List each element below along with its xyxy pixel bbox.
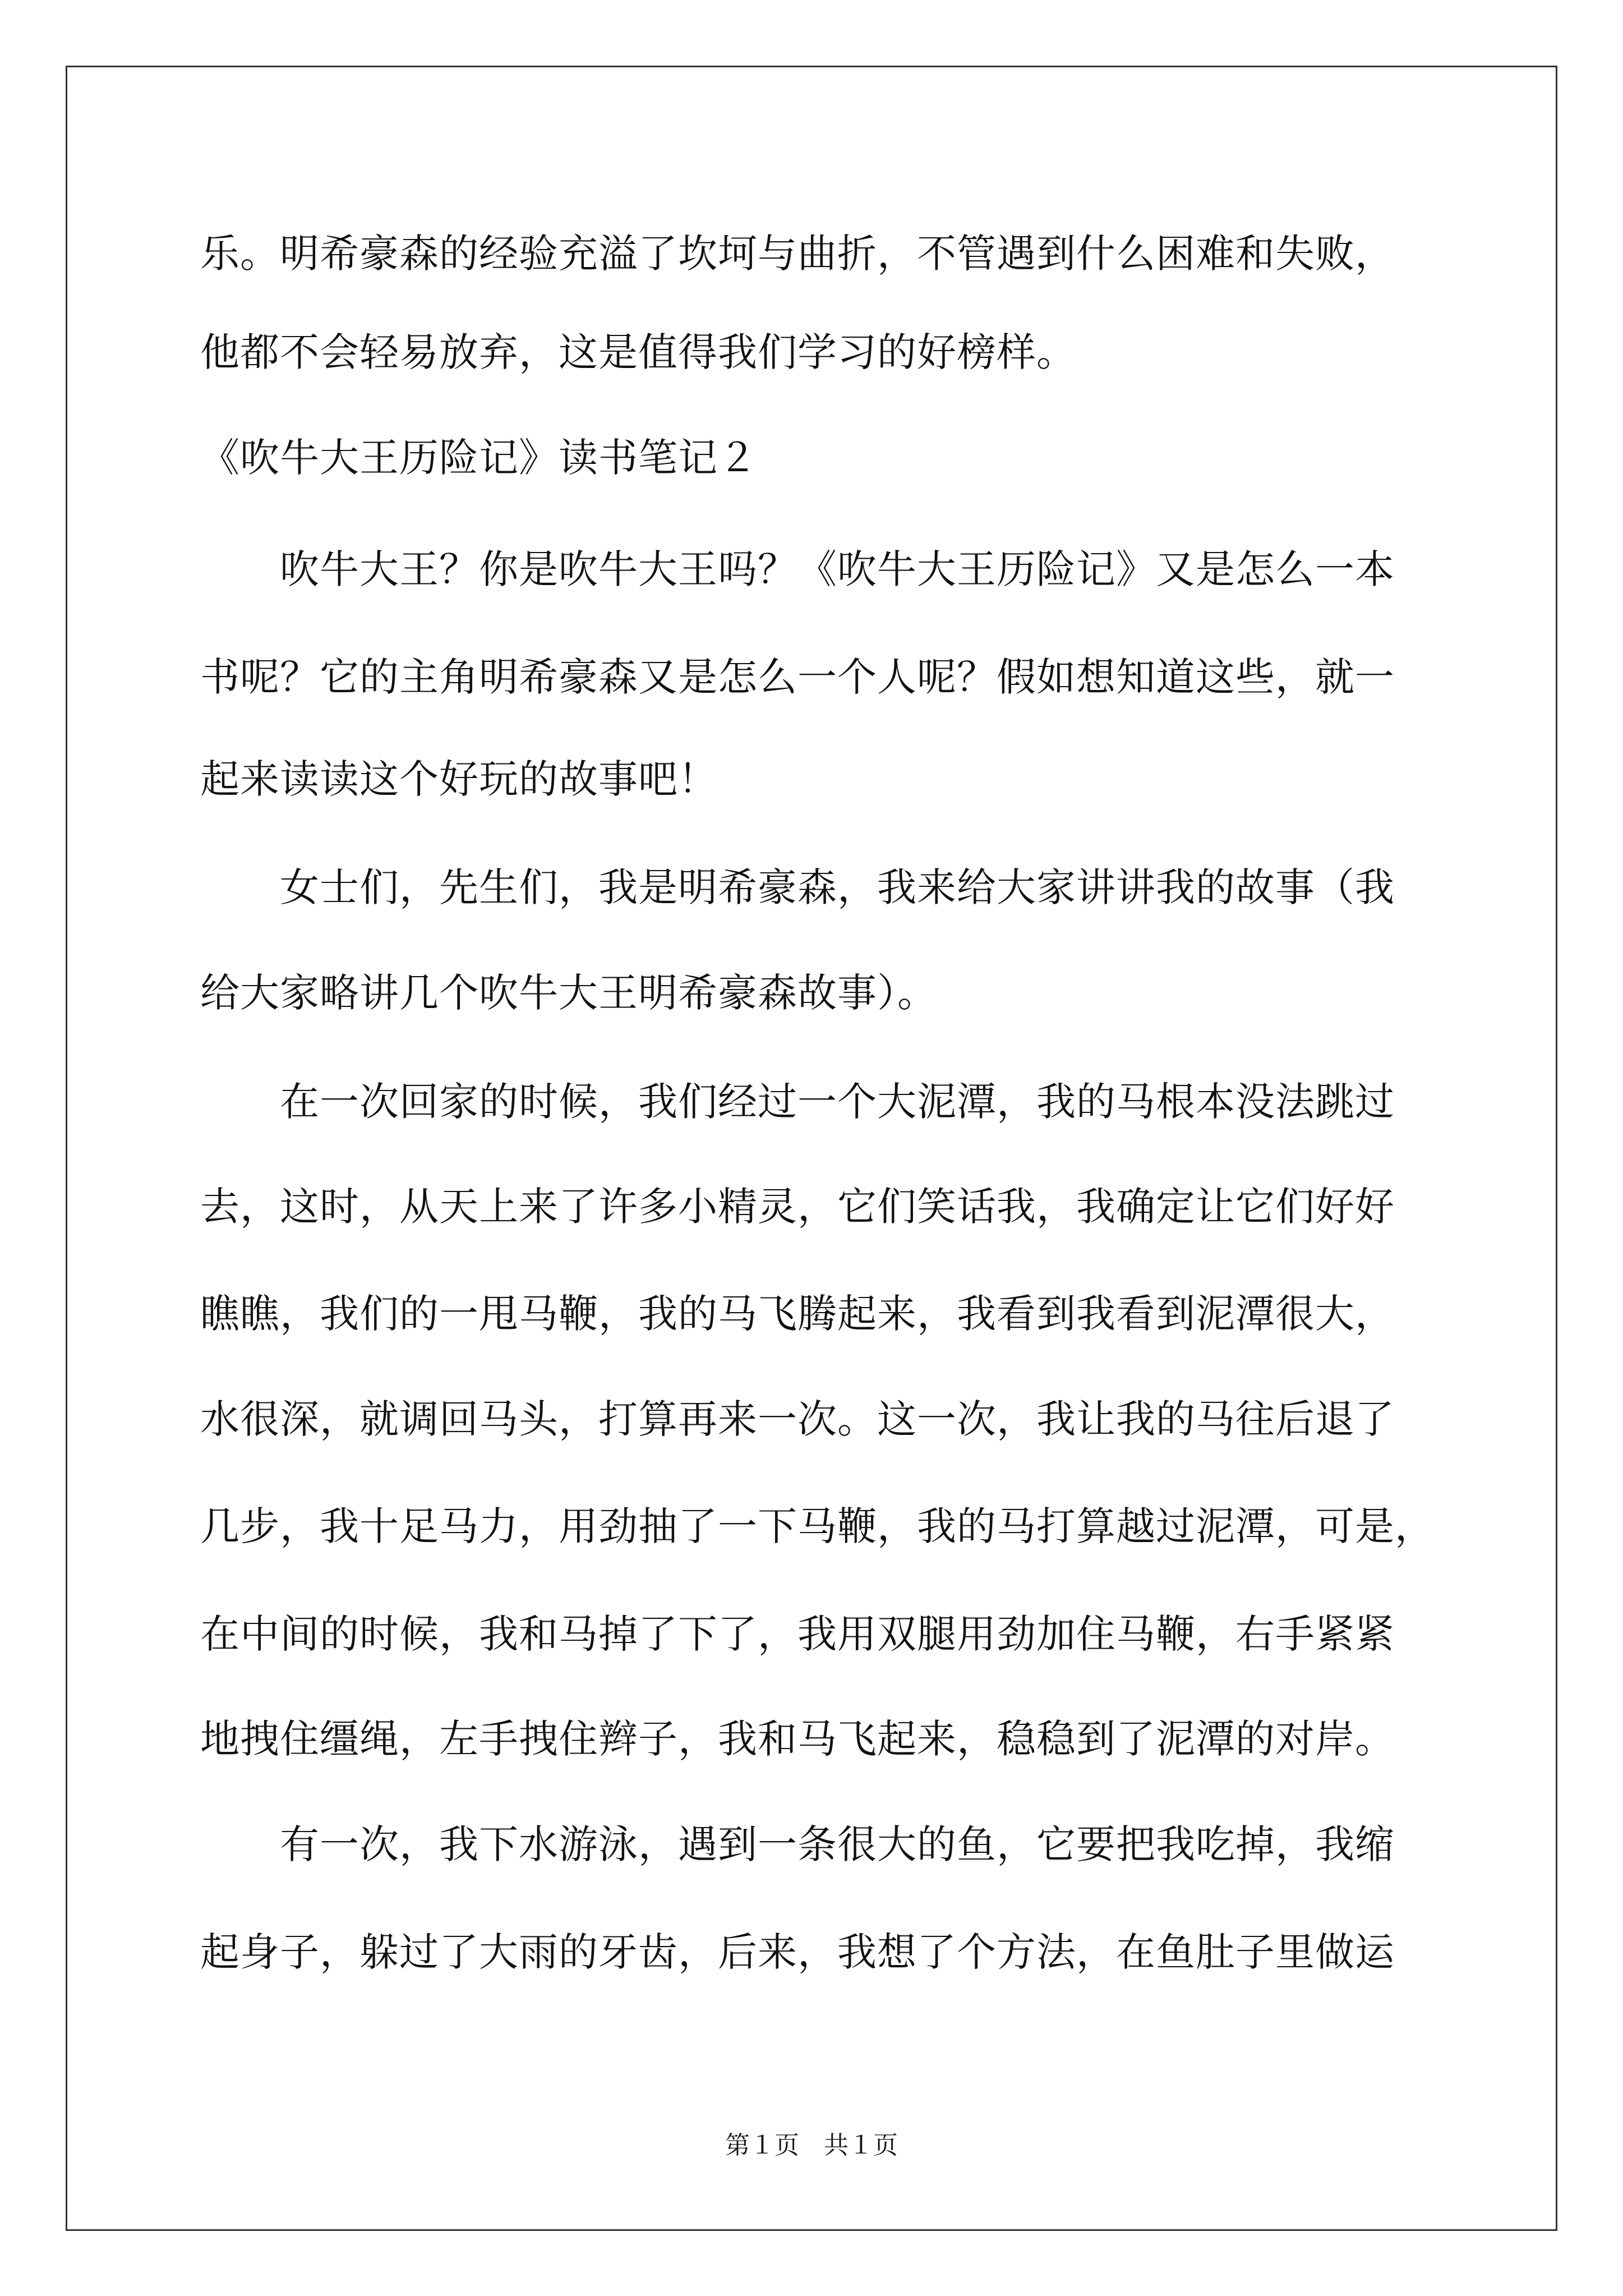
text-line: 有一次，我下水游泳，遇到一条很大的鱼，它要把我吃掉，我缩 — [200, 1821, 1395, 1867]
text-line: 在一次回家的时候，我们经过一个大泥潭，我的马根本没法跳过 — [200, 1079, 1395, 1125]
text-line: 吹牛大王？你是吹牛大王吗？《吹牛大王历险记》又是怎么一本 — [200, 546, 1395, 592]
text-line: 几步，我十足马力，用劲抽了一下马鞭，我的马打算越过泥潭，可是， — [200, 1503, 1435, 1549]
text-line: 在中间的时候，我和马掉了下了，我用双腿用劲加住马鞭，右手紧紧 — [200, 1611, 1395, 1657]
text-line: 乐。明希豪森的经验充溢了坎坷与曲折，不管遇到什么困难和失败， — [200, 231, 1395, 277]
text-line: 起身子，躲过了大雨的牙齿，后来，我想了个方法，在鱼肚子里做运 — [200, 1929, 1395, 1975]
text-line: 去，这时，从天上来了许多小精灵，它们笑话我，我确定让它们好好 — [200, 1184, 1395, 1230]
page-border — [66, 66, 1557, 2231]
text-line: 水很深，就调回马头，打算再来一次。这一次，我让我的马往后退了 — [200, 1396, 1395, 1442]
text-line: 地拽住缰绳，左手拽住辫子，我和马飞起来，稳稳到了泥潭的对岸。 — [200, 1716, 1395, 1762]
text-line: 给大家略讲几个吹牛大王明希豪森故事）。 — [200, 970, 937, 1016]
page-footer: 第１页 共１页 — [725, 2131, 898, 2160]
text-line: 他都不会轻易放弃，这是值得我们学习的好榜样。 — [200, 329, 1076, 375]
section-heading: 《吹牛大王历险记》读书笔记２ — [200, 435, 758, 481]
text-line: 书呢？它的主角明希豪森又是怎么一个人呢？假如想知道这些，就一 — [200, 654, 1395, 700]
text-line: 瞧瞧，我们的一甩马鞭，我的马飞腾起来，我看到我看到泥潭很大， — [200, 1291, 1395, 1337]
text-line: 女士们，先生们，我是明希豪森，我来给大家讲讲我的故事（我 — [200, 864, 1395, 910]
text-line: 起来读读这个好玩的故事吧！ — [200, 756, 718, 802]
